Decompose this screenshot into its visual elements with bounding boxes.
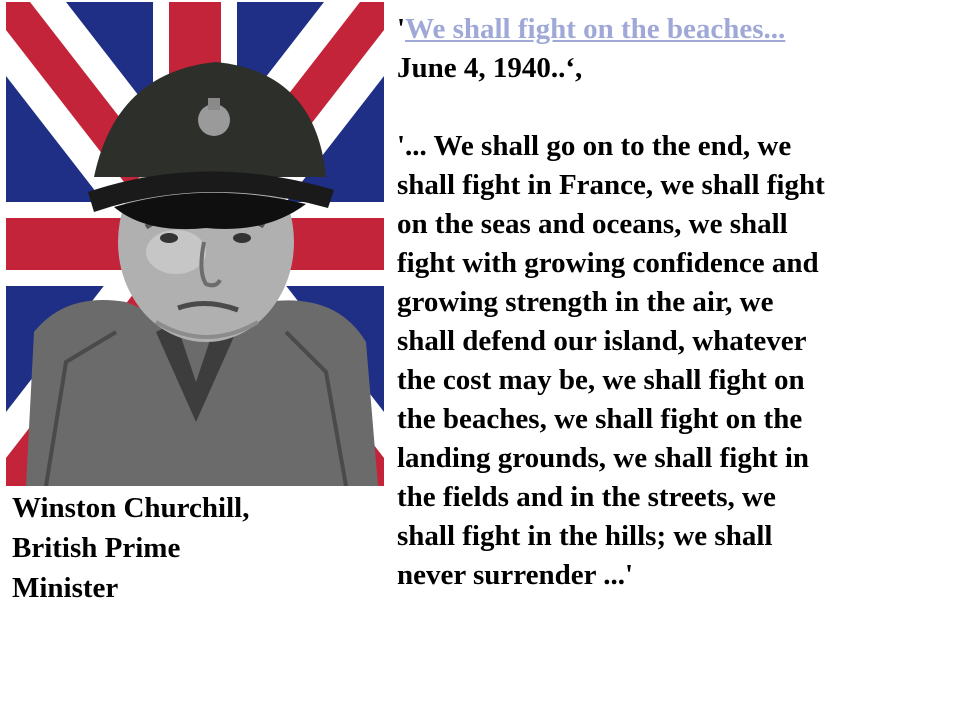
quote-line: on the seas and oceans, we shall xyxy=(397,208,788,240)
churchill-portrait xyxy=(6,2,384,486)
quote-line: the beaches, we shall fight on the xyxy=(397,403,803,435)
caption-line: Minister xyxy=(12,572,119,604)
quote-line: fight with growing confidence and xyxy=(397,247,819,279)
quote-line: growing strength in the air, we xyxy=(397,286,774,318)
quote-line: the fields and in the streets, we xyxy=(397,481,776,513)
cap-badge-crown xyxy=(208,98,220,110)
quote-line: shall fight in France, we shall fight xyxy=(397,169,825,201)
quote-line: never surrender ...' xyxy=(397,559,634,591)
speech-date: June 4, 1940..‘, xyxy=(397,52,583,84)
speech-link[interactable]: We shall fight on the beaches... xyxy=(405,13,786,45)
quote-line: landing grounds, we shall fight in xyxy=(397,442,810,474)
speech-quote-block xyxy=(397,10,953,595)
speech-title-line xyxy=(397,10,953,49)
caption-line: British Prime xyxy=(12,532,181,564)
portrait-image xyxy=(6,2,384,486)
quote-line: shall fight in the hills; we shall xyxy=(397,520,773,552)
eye-left xyxy=(160,233,178,243)
paragraph-spacer xyxy=(397,88,953,127)
open-quote-mark: ' xyxy=(397,13,406,45)
quote-line: the cost may be, we shall fight on xyxy=(397,364,805,396)
eye-right xyxy=(233,233,251,243)
quote-line: shall defend our island, whatever xyxy=(397,325,807,357)
quote-line: '... We shall go on to the end, we xyxy=(397,130,792,162)
caption-line: Winston Churchill, xyxy=(12,492,250,524)
portrait-caption xyxy=(12,488,382,608)
